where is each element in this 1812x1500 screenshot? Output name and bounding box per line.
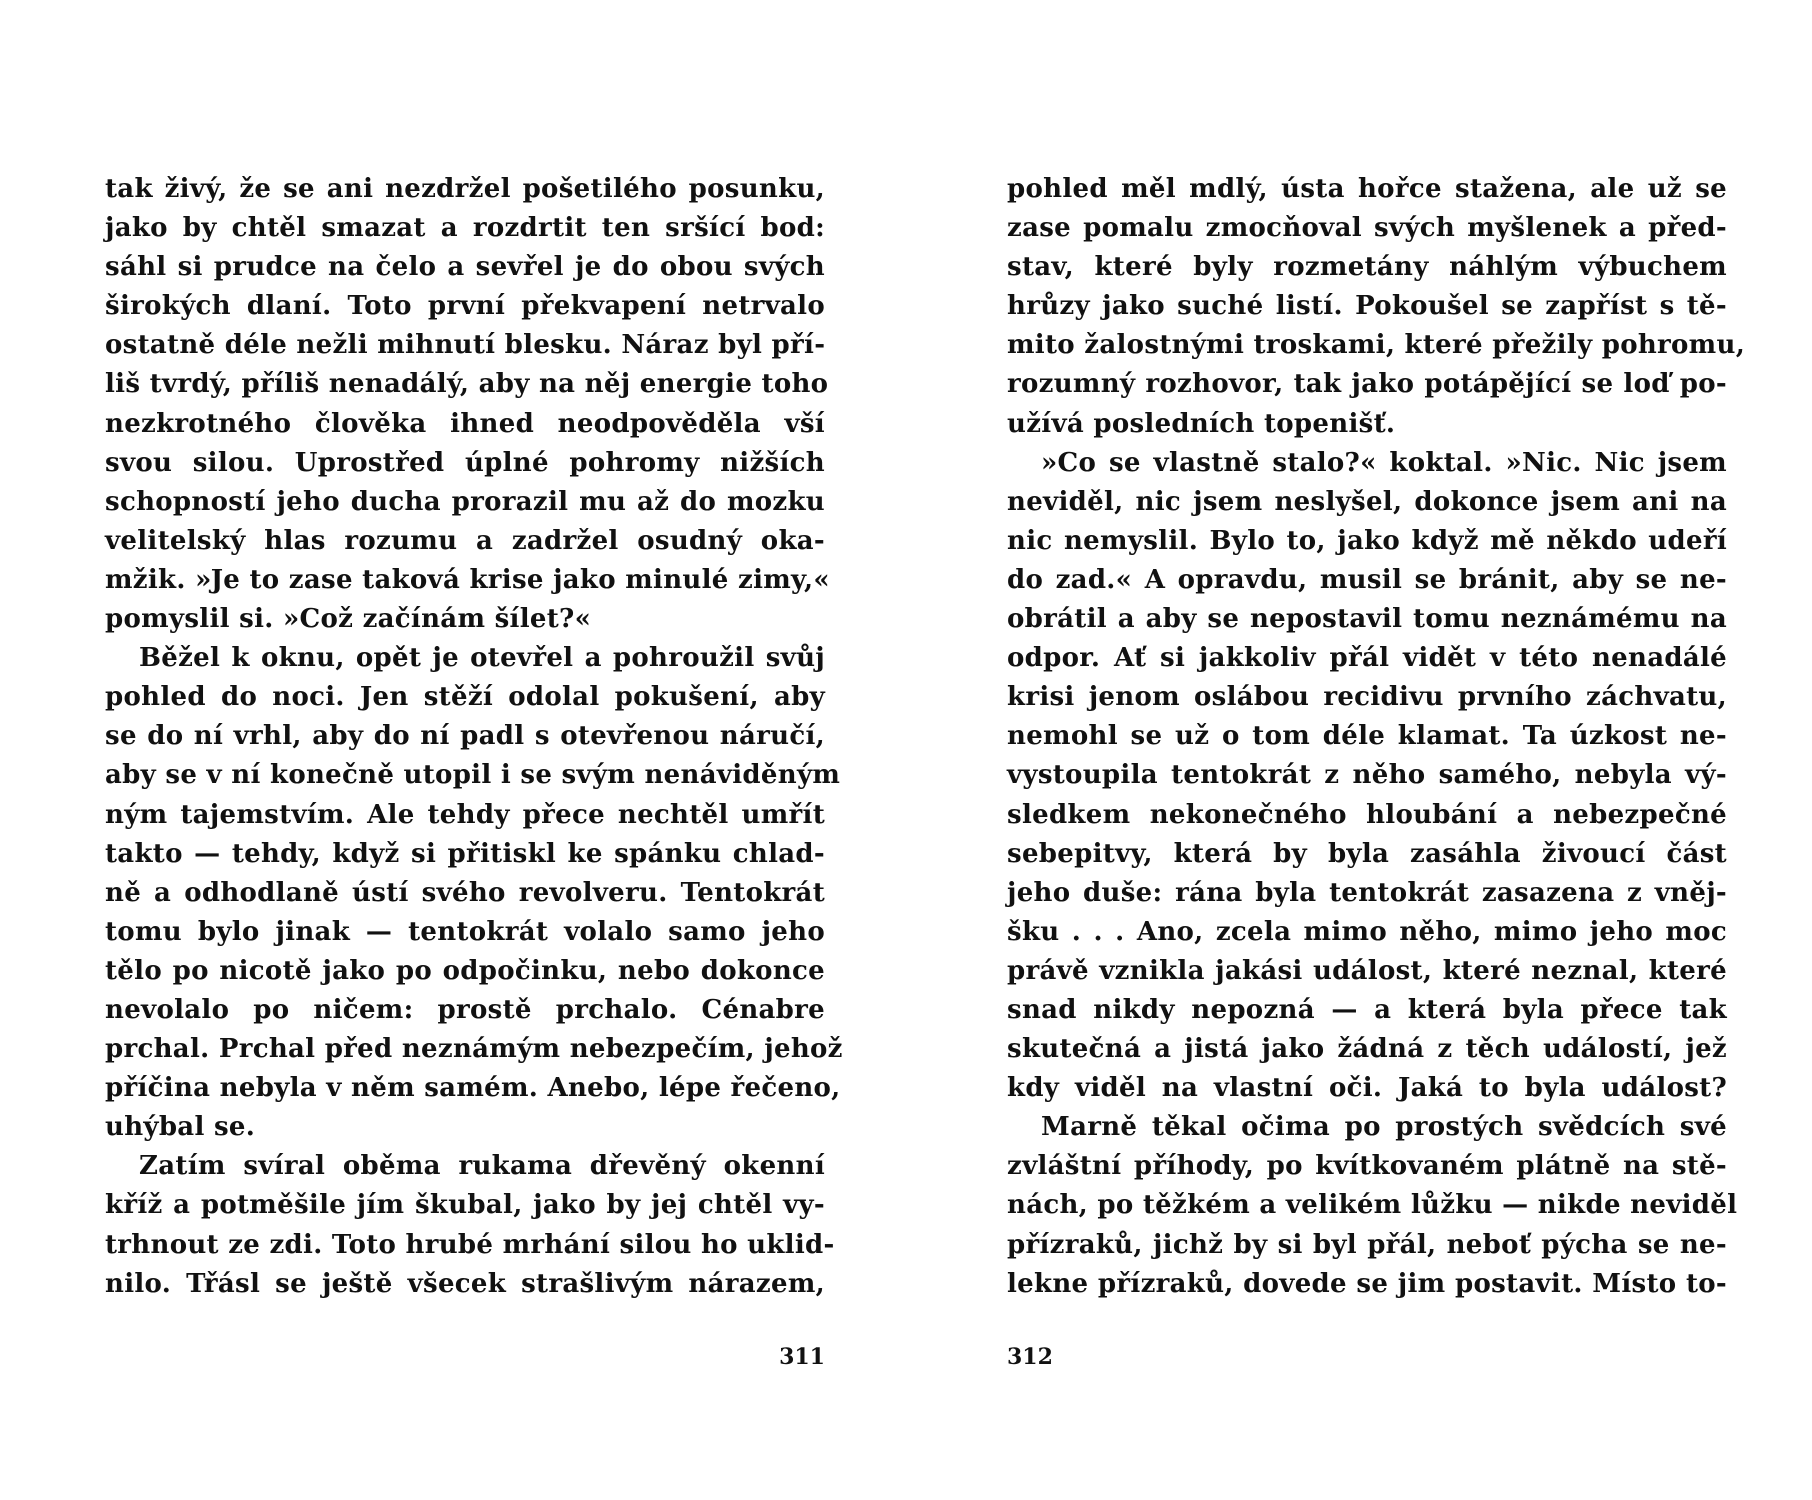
text-line: obrátil a aby se nepostavil tomu neznámému na <box>1007 604 1727 635</box>
text-line: Běžel k oknu, opět je otevřel a pohroužil svůj <box>139 643 825 674</box>
text-line: takto — tehdy, když si přitiskl ke spánku chlad- <box>105 838 825 869</box>
page-number: 311 <box>779 1344 825 1370</box>
left-page <box>105 170 843 1410</box>
text-line: pohled do noci. Jen stěží odolal pokušení, aby <box>105 682 825 713</box>
text-line: ostatně déle nežli mihnutí blesku. Náraz byl pří- <box>105 330 826 361</box>
right-page <box>1007 170 1746 1410</box>
text-line: zase pomalu zmocňoval svých myšlenek a před- <box>1007 213 1727 244</box>
text-line: nic nemyslil. Bylo to, jako když mě někdo udeří <box>1007 525 1727 556</box>
text-line: právě vznikla jakási událost, které neznal, které <box>1007 955 1727 986</box>
text-line: trhnout ze zdi. Toto hrubé mrhání silou ho uklid- <box>105 1229 835 1260</box>
page-number: 312 <box>1007 1344 1053 1370</box>
text-line: tak živý, že se ani nezdržel pošetilého posunku, <box>105 174 825 204</box>
text-line: »Co se vlastně stalo?« koktal. »Nic. Nic jsem <box>1041 447 1727 478</box>
text-line: mžik. »Je to zase taková krise jako minulé zimy,« <box>105 564 830 595</box>
text-line: pomyslil si. »Což začínám šílet?« <box>105 604 592 635</box>
text-line: aby se v ní konečně utopil i se svým nenáviděným <box>105 760 841 791</box>
text-line: hrůzy jako suché listí. Pokoušel se zapříst s tě- <box>1007 291 1727 322</box>
text-line: příčina nebyla v něm samém. Anebo, lépe řečeno, <box>105 1073 841 1104</box>
text-line: velitelský hlas rozumu a zadržel osudný oka- <box>105 525 825 556</box>
text-line: zvláštní příhody, po kvítkovaném plátně na stě- <box>1007 1151 1727 1182</box>
text-line: Marně těkal očima po prostých svědcích své <box>1041 1112 1727 1143</box>
text-line: neviděl, nic jsem neslyšel, dokonce jsem ani na <box>1007 486 1727 517</box>
text-line: tomu bylo jinak — tentokrát volalo samo jeho <box>105 916 825 947</box>
text-line: sebepitvy, která by byla zasáhla živoucí část <box>1007 838 1727 869</box>
text-line: pohled měl mdlý, ústa hořce stažena, ale už se <box>1007 174 1727 204</box>
text-line: nách, po těžkém a velikém lůžku — nikde neviděl <box>1007 1190 1738 1221</box>
text-line: sledkem nekonečného hloubání a nebezpečné <box>1007 799 1727 830</box>
text-line: rozumný rozhovor, tak jako potápějící se loď po- <box>1007 369 1727 400</box>
text-line: užívá posledních topenišť. <box>1007 408 1396 439</box>
text-line: se do ní vrhl, aby do ní padl s otevřenou náručí, <box>105 721 825 752</box>
text-line: lekne přízraků, dovede se jim postavit. Místo to- <box>1007 1268 1727 1299</box>
text-line: vystoupila tentokrát z něho samého, nebyla vý- <box>1007 760 1727 791</box>
text-line: mito žalostnými troskami, které přežily pohromu, <box>1007 330 1746 361</box>
text-line: nilo. Třásl se ještě všecek strašlivým nárazem, <box>105 1268 825 1299</box>
text-line: tělo po nicotě jako po odpočinku, nebo dokonce <box>105 955 825 986</box>
text-line: Zatím svíral oběma rukama dřevěný okenní <box>139 1151 825 1182</box>
text-line: kdy viděl na vlastní oči. Jaká to byla událost? <box>1007 1073 1727 1104</box>
text-line: širokých dlaní. Toto první překvapení netrvalo <box>105 291 825 322</box>
text-line: krisi jenom oslábou recidivu prvního záchvatu, <box>1007 682 1727 713</box>
text-line: liš tvrdý, příliš nenadálý, aby na něj energie toho <box>105 369 829 400</box>
text-line: nezkrotného člověka ihned neodpověděla vší <box>105 408 825 439</box>
text-line: přízraků, jichž by si byl přál, neboť pýcha se ne- <box>1007 1229 1727 1260</box>
text-line: schopností jeho ducha prorazil mu až do mozku <box>105 486 825 517</box>
text-line: kříž a potměšile jím škubal, jako by jej chtěl vy- <box>105 1190 825 1221</box>
text-line: jako by chtěl smazat a rozdrtit ten sršící bod: <box>105 213 825 244</box>
text-line: sáhl si prudce na čelo a sevřel je do obou svých <box>105 252 825 283</box>
text-line: odpor. Ať si jakkoliv přál vidět v této nenadálé <box>1007 643 1727 674</box>
text-line: šku . . . Ano, zcela mimo něho, mimo jeho moc <box>1007 916 1727 947</box>
text-line: nevolalo po ničem: prostě prchalo. Cénabre <box>105 994 825 1025</box>
text-line: ným tajemstvím. Ale tehdy přece nechtěl umřít <box>105 799 825 830</box>
text-line: prchal. Prchal před neznámým nebezpečím, jehož <box>105 1034 843 1065</box>
text-line: svou silou. Uprostřed úplné pohromy nižších <box>105 447 825 478</box>
text-line: nemohl se už o tom déle klamat. Ta úzkost ne- <box>1007 721 1727 752</box>
text-line: ně a odhodlaně ústí svého revolveru. Tentokrát <box>105 877 825 908</box>
text-line: stav, které byly rozmetány náhlým výbuchem <box>1007 252 1727 283</box>
text-line: jeho duše: rána byla tentokrát zasazena z vněj- <box>1007 877 1727 908</box>
text-line: snad nikdy nepozná — a která byla přece tak <box>1007 994 1727 1025</box>
text-line: skutečná a jistá jako žádná z těch událostí, jež <box>1007 1034 1727 1065</box>
text-line: uhýbal se. <box>105 1112 256 1143</box>
text-line: do zad.« A opravdu, musil se bránit, aby se ne- <box>1007 564 1727 595</box>
